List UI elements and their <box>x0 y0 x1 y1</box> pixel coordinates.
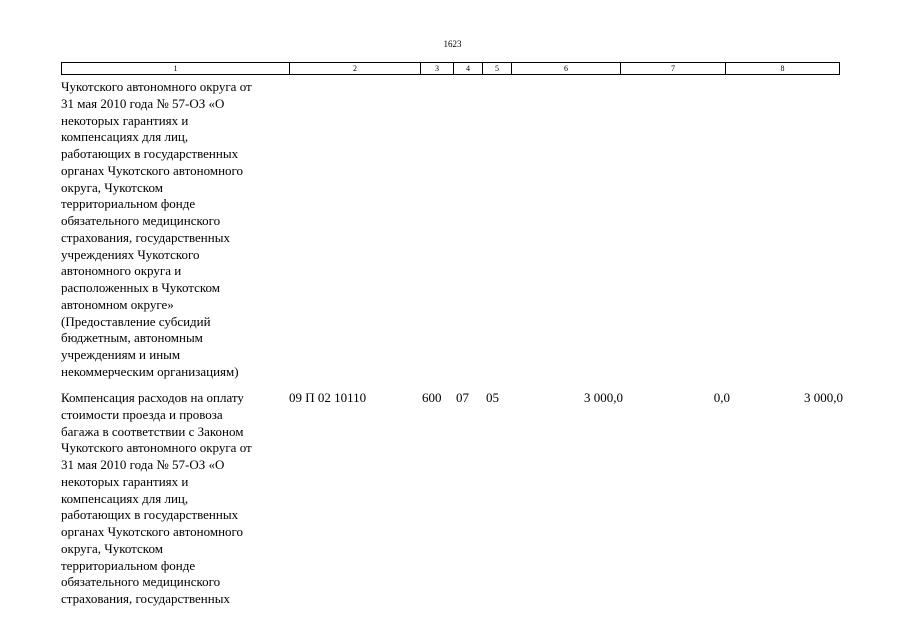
description-line: (Предоставление субсидий <box>61 313 211 329</box>
description-line: автономного округа и <box>61 263 182 279</box>
description-line: 31 мая 2010 года № 57-ОЗ «О <box>61 95 225 111</box>
description-line: расположенных в Чукотском <box>61 280 221 295</box>
col-5-value: 05 <box>486 390 499 405</box>
description-line: бюджетным, автономным <box>61 330 203 346</box>
column-number-header <box>61 62 840 75</box>
description-line: страхования, государственных <box>61 591 230 606</box>
row-description <box>61 79 297 381</box>
description-line: Компенсация расходов на оплату <box>61 390 244 405</box>
header-col-4: 4 <box>454 63 483 75</box>
description-line: Чукотского автономного округа от <box>61 79 252 94</box>
description-line: компенсациях для лиц, <box>61 490 189 506</box>
description-line: работающих в государственных <box>61 507 239 523</box>
description-line: стоимости проезда и провоза <box>61 406 223 422</box>
description-line: округа, Чукотском <box>61 179 163 195</box>
col-8-amount: 3 000,0 <box>804 390 843 405</box>
description-line: некоммерческим организациям) <box>61 363 239 379</box>
col-4-value: 07 <box>456 390 469 405</box>
description-line: учреждениях Чукотского <box>61 246 200 262</box>
description-line: компенсациях для лиц, <box>61 129 189 145</box>
header-col-8: 8 <box>726 63 840 75</box>
description-line: обязательного медицинского <box>61 574 221 590</box>
header-col-6: 6 <box>512 63 621 75</box>
description-line: учреждениям и иным <box>61 347 181 362</box>
row-description <box>61 390 297 608</box>
description-line: некоторых гарантиях и <box>61 473 189 489</box>
header-col-3: 3 <box>421 63 454 75</box>
description-line: работающих в государственных <box>61 146 239 161</box>
header-col-2: 2 <box>290 63 421 75</box>
page-number: 1623 <box>443 39 462 49</box>
description-line: 31 мая 2010 года № 57-ОЗ «О <box>61 457 225 472</box>
description-line: обязательного медицинского <box>61 213 221 228</box>
target-code: 09 П 02 10110 <box>289 390 367 405</box>
description-line: органах Чукотского автономного <box>61 162 244 178</box>
header-col-7: 7 <box>621 63 726 75</box>
header-col-1: 1 <box>62 63 290 75</box>
col-6-amount: 3 000,0 <box>584 390 623 405</box>
col-3-value: 600 <box>422 390 442 405</box>
description-line: страхования, государственных <box>61 229 230 245</box>
description-line: автономном округе» <box>61 296 174 312</box>
description-line: Чукотского автономного округа от <box>61 440 252 456</box>
description-line: территориальном фонде <box>61 557 196 573</box>
description-line: округа, Чукотском <box>61 540 163 556</box>
description-line: органах Чукотского автономного <box>61 524 244 539</box>
description-line: территориальном фонде <box>61 196 196 212</box>
col-7-amount: 0,0 <box>713 390 730 405</box>
description-line: некоторых гарантиях и <box>61 112 189 128</box>
header-col-5: 5 <box>483 63 512 75</box>
description-line: багажа в соответствии с Законом <box>61 423 244 439</box>
